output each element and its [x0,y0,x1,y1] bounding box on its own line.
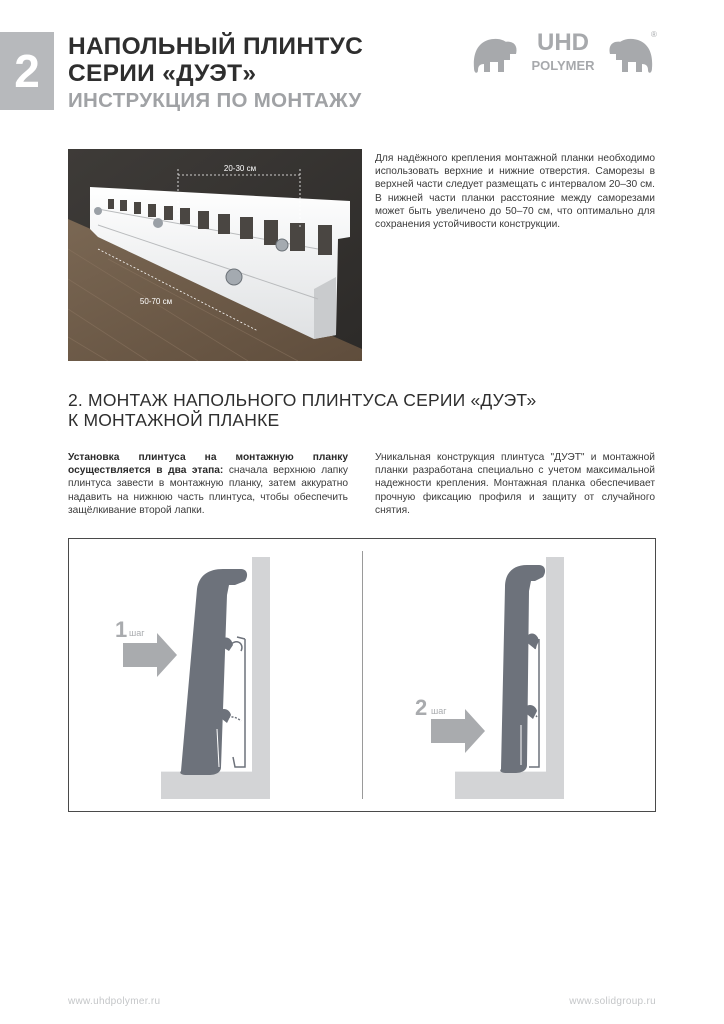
step-2-label: шаг [431,706,447,716]
dimension-top-label: 20-30 см [223,164,257,173]
step-1-label: шаг [129,628,145,638]
installation-text: сначала верхнюю лапку плинтуса завести в монтажную планку, затем аккуратно надавить на нижнюю часть плинтуса, чтобы обеспечить защёлкивание второй лапки. [68,465,348,516]
footer-link-uhdpolymer[interactable]: www.uhdpolymer.ru [68,996,161,1007]
step-2-panel [363,539,655,811]
intro-paragraph: Для надёжного крепления монтажной планки необходимо использовать верхние и нижние отверстия. Саморезы в верхней части следует размещать с интервалом 20–30 см. В нижней части планки расстояние между саморезами может быть увеличено до 50–70 см, что оптимально для сохранения устойчивости конструкции. [375,153,655,231]
section-heading [68,390,668,430]
subtitle: ИНСТРУКЦИЯ ПО МОНТАЖУ [68,89,362,112]
installation-diagram [68,538,656,812]
section-heading-line-2: К МОНТАЖНОЙ ПЛАНКЕ [68,410,280,430]
elephant-icon [470,28,660,78]
step-1-panel [69,539,362,811]
step-2-number: 2 [415,695,428,720]
title-line-2: СЕРИИ «ДУЭТ» [68,60,257,87]
dimension-bottom-label: 50-70 см [139,297,173,306]
logo-brand: UHD [537,29,589,56]
installation-paragraph [68,451,348,517]
title-block [68,33,363,114]
installation-bold: Установка плинтуса на монтажную планку осуществляется в два этапа: [68,452,348,477]
mounting-strip-photo [68,149,362,361]
brand-logo [470,28,660,78]
design-paragraph: Уникальная конструкция плинтуса "ДУЭТ" и монтажной планки разработана специально с учетом максимальной надежности крепления. Монтажная планка обеспечивает прочную фиксацию профиля и защиту от случайного снятия. [375,452,655,516]
step-1-number: 1 [115,617,128,642]
footer-link-solidgroup[interactable]: www.solidgroup.ru [569,996,656,1007]
title-line-1: НАПОЛЬНЫЙ ПЛИНТУС [68,33,364,60]
page-number: 2 [14,45,40,97]
page-number-badge [0,32,54,110]
logo-registered: ® [651,30,657,39]
section-heading-line-1: 2. МОНТАЖ НАПОЛЬНОГО ПЛИНТУСА СЕРИИ «ДУЭТ» [68,390,537,410]
logo-sub: POLYMER [531,58,595,73]
